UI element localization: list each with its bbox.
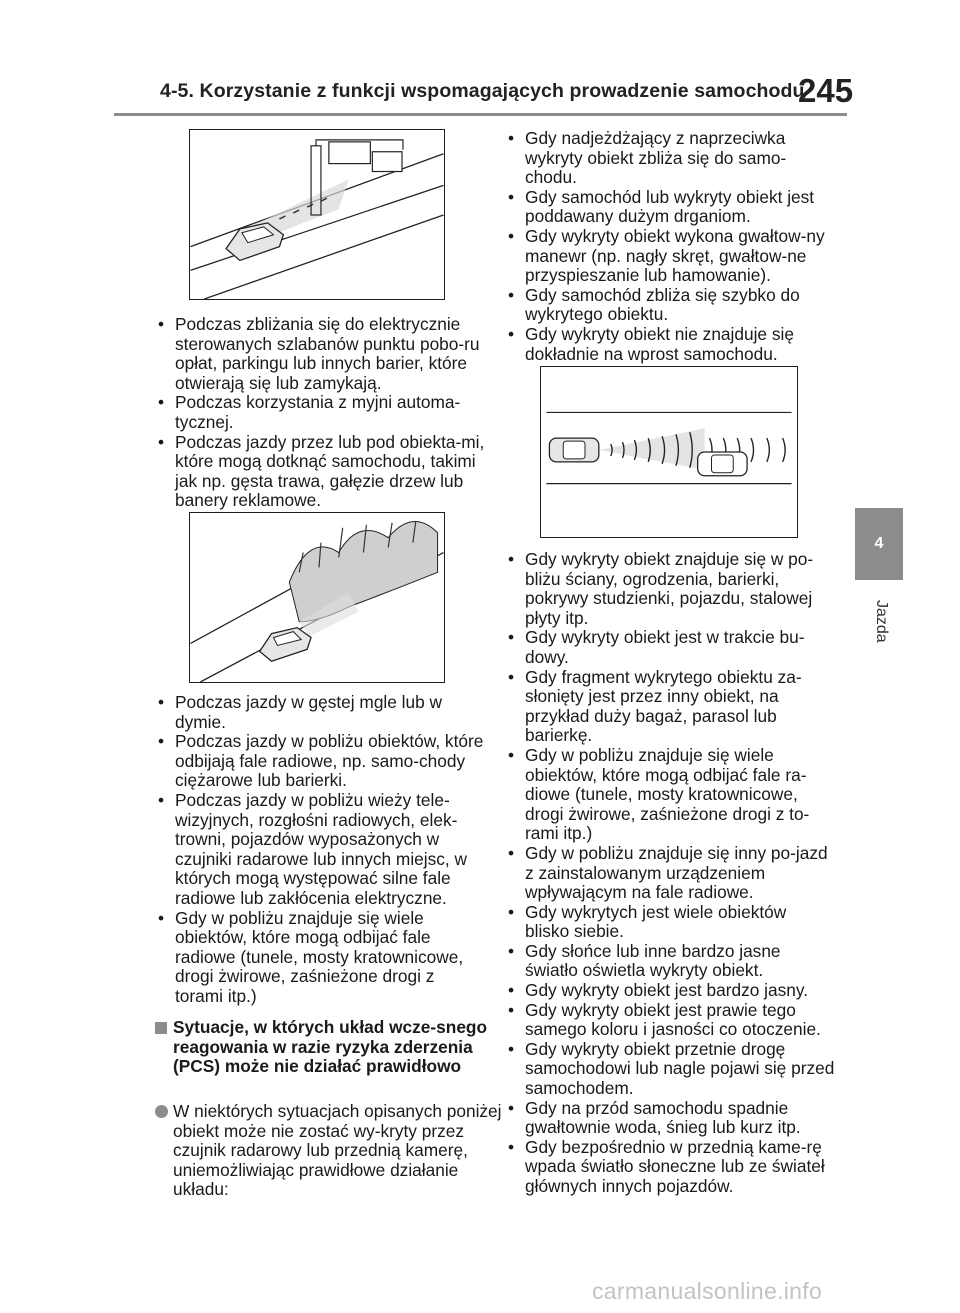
list-item: • Podczas jazdy w pobliżu obiektów, które odbijają fale radiowe, np. samo-chody ciężarowe lub barierki. bbox=[155, 732, 485, 791]
section-heading bbox=[155, 1018, 503, 1077]
bullet-list-right-2 bbox=[505, 550, 835, 1197]
page-number: 245 bbox=[798, 72, 854, 109]
list-item: • Gdy fragment wykrytego obiektu za-słonięty jest przez inny obiekt, na przykład duży bagaż, parasol lub barierkę. bbox=[505, 668, 835, 746]
chapter-number: 4 bbox=[874, 535, 884, 552]
bullet-list-left-1 bbox=[155, 315, 485, 511]
car-icon bbox=[226, 223, 283, 261]
offset-vehicle-drawing bbox=[541, 367, 797, 537]
chapter-tab[interactable] bbox=[855, 508, 903, 580]
square-bullet-icon bbox=[155, 1022, 167, 1034]
list-item: • Gdy wykryty obiekt znajduje się w po-bliżu ściany, ogrodzenia, barierki, pokrywy studzienki, pojazdu, stalowej płyty itp. bbox=[505, 550, 835, 628]
car-icon bbox=[549, 438, 598, 462]
list-item: • Podczas jazdy w pobliżu wieży tele-wizyjnych, rozgłośni radiowych, elek-trowni, pojazdów wyposażonych w czujniki radarowe lub innych miejsc, w których mogą występować silne fale radiowe lub zakłócenia elektryczne. bbox=[155, 791, 485, 909]
list-item: • Gdy na przód samochodu spadnie gwałtownie woda, śnieg lub kurz itp. bbox=[505, 1099, 835, 1138]
list-item: • Gdy w pobliżu znajduje się wiele obiektów, które mogą odbijać fale ra-diowe (tunele, mosty kratownicowe, drogi żwirowe, zaśnieżone drogi z to-rami itp.) bbox=[505, 746, 835, 844]
list-item: • Gdy wykryty obiekt jest w trakcie bu-dowy. bbox=[505, 628, 835, 667]
header-divider bbox=[114, 113, 847, 116]
list-item: • Gdy w pobliżu znajduje się inny po-jazd z zainstalowanym urządzeniem wpływającym na fale radiowe. bbox=[505, 844, 835, 903]
list-item: • Gdy samochód lub wykryty obiekt jest poddawany dużym drganiom. bbox=[505, 188, 835, 227]
list-item: • Gdy w pobliżu znajduje się wiele obiektów, które mogą odbijać fale radiowe (tunele, mosty kratownicowe, drogi żwirowe, zaśnieżone drogi z torami itp.) bbox=[155, 909, 485, 1007]
list-item: • Gdy wykryty obiekt przetnie drogę samochodowi lub nagle pojawi się przed samochodem. bbox=[505, 1040, 835, 1099]
toll-gate-drawing bbox=[190, 130, 444, 299]
vegetation-drawing bbox=[190, 513, 444, 682]
list-item: • Gdy wykryty obiekt wykona gwałtow-ny manewr (np. nagły skręt, gwałtow-ne przyspieszanie lub hamowanie). bbox=[505, 227, 835, 286]
section-heading-text: Sytuacje, w których układ wcze-snego reagowania w razie ryzyka zderzenia (PCS) może nie działać prawidłowo bbox=[173, 1017, 488, 1077]
list-item: • Gdy wykryty obiekt nie znajduje się dokładnie na wprost samochodu. bbox=[505, 325, 835, 364]
illustration-offset-vehicle bbox=[540, 366, 798, 538]
list-item: • Gdy wykrytych jest wiele obiektów blisko siebie. bbox=[505, 903, 835, 942]
list-item: • Gdy samochód zbliża się szybko do wykrytego obiektu. bbox=[505, 286, 835, 325]
list-item: • Gdy wykryty obiekt jest prawie tego samego koloru i jasności co otoczenie. bbox=[505, 1001, 835, 1040]
list-item: • Podczas zbliżania się do elektrycznie sterowanych szlabanów punktu pobo-ru opłat, parkingu lub innych barier, które otwierają się lub zamykają. bbox=[155, 315, 485, 393]
section-note-text: W niektórych sytuacjach opisanych poniżej obiekt może nie zostać wy-kryty przez czujnik radarowy lub przednią kamerę, uniemożliwiając prawidłowe działanie układu: bbox=[173, 1101, 502, 1200]
list-item: • Gdy bezpośrednio w przednią kame-rę wpada światło słoneczne lub ze świateł głównych innych pojazdów. bbox=[505, 1138, 835, 1197]
bullet-list-left-2 bbox=[155, 693, 485, 1007]
bullet-list-right-1 bbox=[505, 129, 835, 364]
chapter-label: Jazda bbox=[873, 600, 890, 643]
list-item: • Gdy wykryty obiekt jest bardzo jasny. bbox=[505, 981, 835, 1001]
circle-bullet-icon bbox=[155, 1105, 168, 1118]
page-header-title: 4-5. Korzystanie z funkcji wspomagających prowadzenie samochodu bbox=[160, 80, 805, 102]
illustration-vegetation bbox=[189, 512, 445, 683]
car-icon bbox=[260, 628, 311, 662]
section-note bbox=[155, 1102, 503, 1200]
illustration-toll-gate bbox=[189, 129, 445, 300]
list-item: • Gdy nadjeżdżający z naprzeciwka wykryty obiekt zbliża się do samo-chodu. bbox=[505, 129, 835, 188]
list-item: • Podczas jazdy przez lub pod obiekta-mi, które mogą dotknąć samochodu, takimi jak np. gęsta trawa, gałęzie drzew lub banery reklamowe. bbox=[155, 433, 485, 511]
car-icon bbox=[698, 452, 747, 476]
watermark-text: carmanualsonline.info bbox=[592, 1278, 823, 1304]
list-item: • Podczas korzystania z myjni automa-tycznej. bbox=[155, 393, 485, 432]
list-item: • Podczas jazdy w gęstej mgle lub w dymie. bbox=[155, 693, 485, 732]
list-item: • Gdy słońce lub inne bardzo jasne światło oświetla wykryty obiekt. bbox=[505, 942, 835, 981]
